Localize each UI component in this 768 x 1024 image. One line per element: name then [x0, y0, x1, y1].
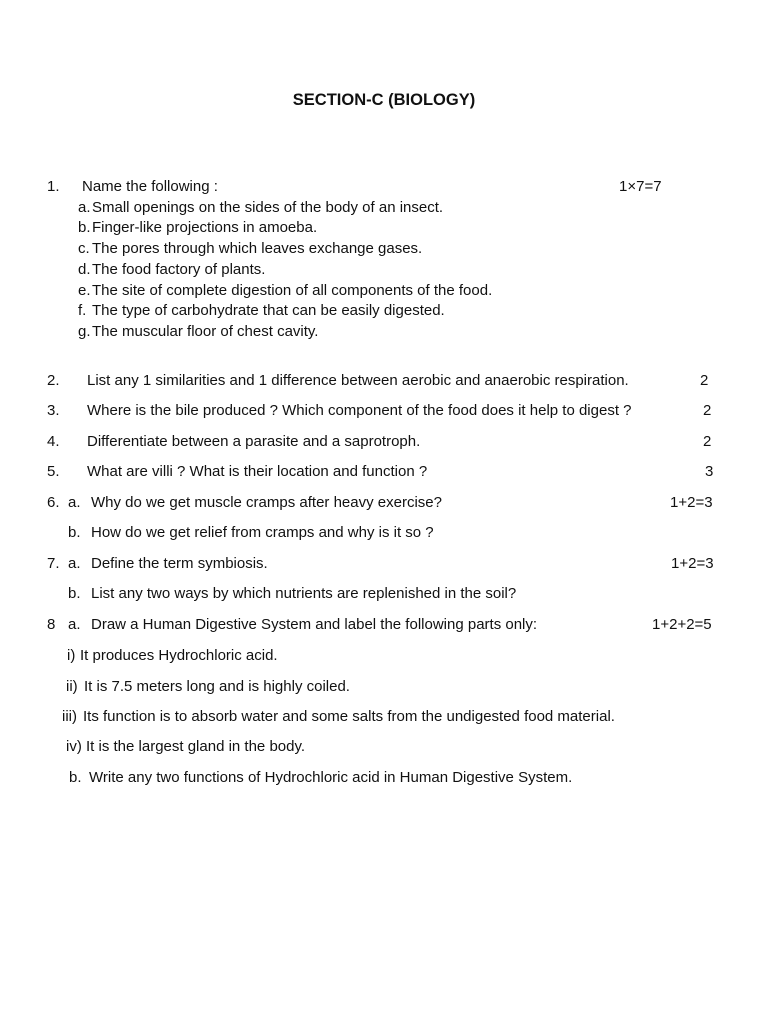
question-number: 5.: [47, 463, 60, 480]
item-text: The type of carbohydrate that can be easily digested.: [92, 302, 445, 319]
question-marks: 1+2=3: [670, 494, 713, 511]
question-number: 3.: [47, 402, 60, 419]
question-number: 4.: [47, 433, 60, 450]
subpart-label: b.: [69, 769, 82, 786]
part-text: Its function is to absorb water and some salts from the undigested food material.: [83, 708, 615, 725]
subpart-text: Write any two functions of Hydrochloric acid in Human Digestive System.: [89, 769, 573, 786]
question-marks: 2: [700, 372, 709, 389]
item-label: d.: [78, 261, 91, 278]
subpart-label: a.: [68, 494, 81, 511]
question-number: 6.: [47, 494, 60, 511]
item-label: g.: [78, 323, 91, 340]
part-text: It is 7.5 meters long and is highly coiled.: [84, 678, 350, 695]
question-marks: 1×7=7: [619, 178, 662, 195]
item-text: The pores through which leaves exchange gases.: [92, 240, 423, 257]
subpart-text: Why do we get muscle cramps after heavy exercise?: [91, 494, 442, 511]
part-label: i): [67, 647, 76, 664]
question-text: Differentiate between a parasite and a saprotroph.: [87, 433, 421, 450]
question-marks: 2: [703, 402, 712, 419]
item-label: e.: [78, 282, 91, 299]
subpart-text: Define the term symbiosis.: [91, 555, 268, 572]
subpart-label: a.: [68, 616, 81, 633]
question-text: What are villi ? What is their location and function ?: [87, 463, 428, 480]
part-text: It produces Hydrochloric acid.: [80, 647, 278, 664]
subpart-text: How do we get relief from cramps and why is it so ?: [91, 524, 434, 541]
item-text: Finger-like projections in amoeba.: [92, 219, 318, 236]
question-text: List any 1 similarities and 1 difference between aerobic and anaerobic respiration.: [87, 372, 629, 389]
page-title: SECTION-C (BIOLOGY): [292, 91, 476, 109]
item-text: The site of complete digestion of all components of the food.: [92, 282, 493, 299]
question-marks: 1+2=3: [671, 555, 714, 572]
part-label: iii): [62, 708, 77, 725]
subpart-label: b.: [68, 585, 81, 602]
question-text: Where is the bile produced ? Which component of the food does it help to digest ?: [87, 402, 632, 419]
item-text: The food factory of plants.: [92, 261, 266, 278]
question-number: 2.: [47, 372, 60, 389]
item-text: The muscular floor of chest cavity.: [92, 323, 319, 340]
question-number: 7.: [47, 555, 60, 572]
item-label: f.: [78, 302, 87, 319]
item-label: c.: [78, 240, 90, 257]
question-marks: 3: [705, 463, 714, 480]
part-label: ii): [66, 678, 78, 695]
question-marks: 1+2+2=5: [652, 616, 712, 633]
part-text: It is the largest gland in the body.: [86, 738, 306, 755]
item-label: a.: [78, 199, 91, 216]
question-number: 1.: [47, 178, 60, 195]
subpart-text: Draw a Human Digestive System and label the following parts only:: [91, 616, 538, 633]
subpart-text: List any two ways by which nutrients are replenished in the soil?: [91, 585, 517, 602]
part-label: iv): [66, 738, 82, 755]
question-number: 8: [47, 616, 56, 633]
subpart-label: a.: [68, 555, 81, 572]
item-text: Small openings on the sides of the body of an insect.: [92, 199, 444, 216]
item-label: b.: [78, 219, 91, 236]
question-marks: 2: [703, 433, 712, 450]
question-text: Name the following :: [82, 178, 218, 195]
subpart-label: b.: [68, 524, 81, 541]
